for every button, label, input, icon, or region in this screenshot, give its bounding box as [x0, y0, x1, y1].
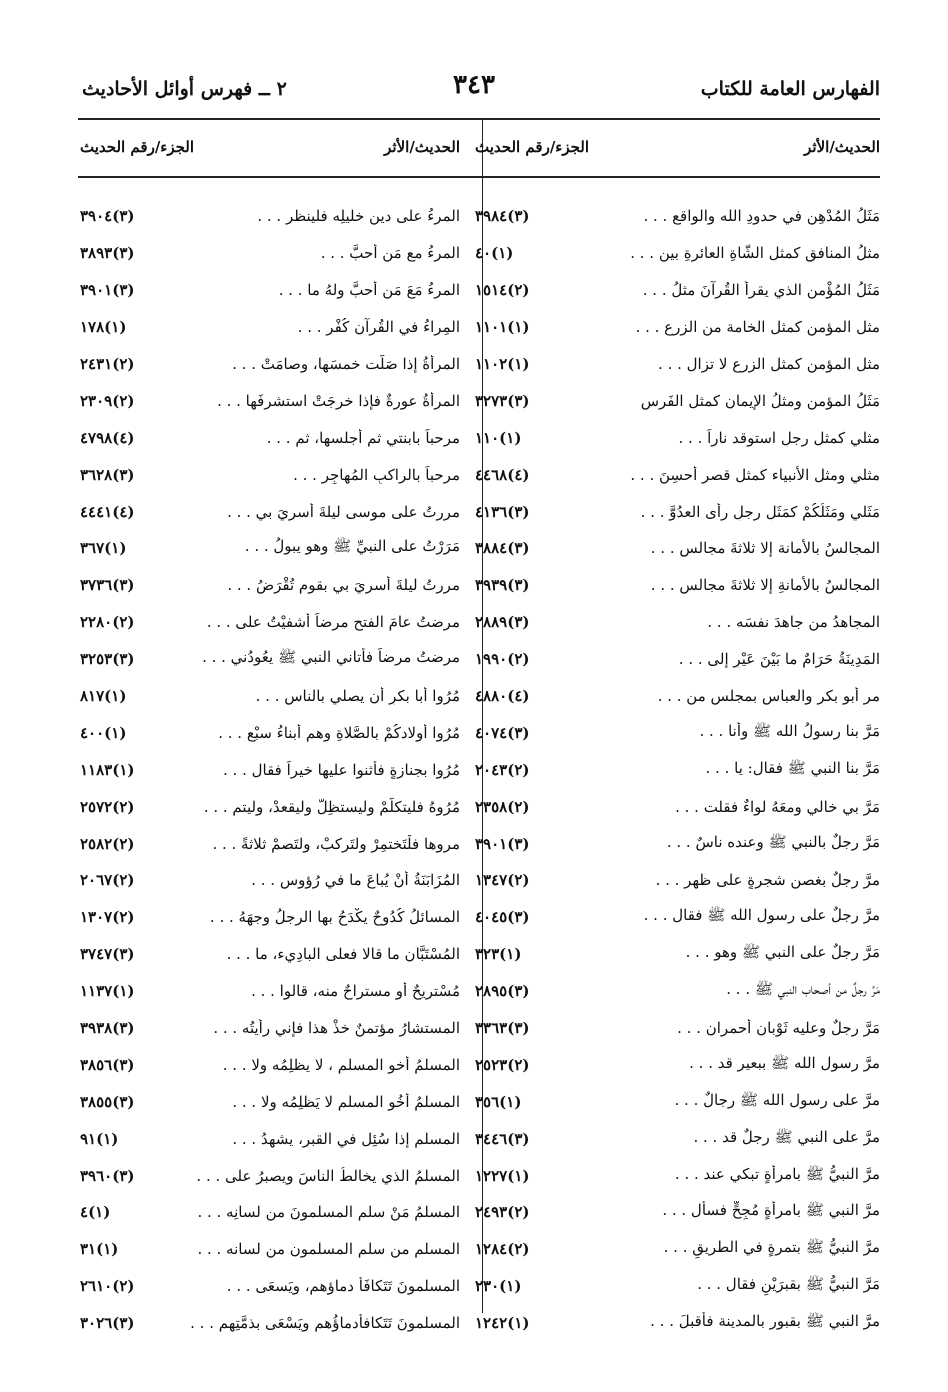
hadith-text: المستشارُ مؤتمنٌ خذْ هذا فإني رأيتُه . . . [213, 1019, 460, 1038]
hadith-reference: (٣)٣٨٥٦ [80, 1055, 135, 1074]
hadith-text: المرءُ مع مَن أحبَّ . . . [320, 244, 460, 263]
running-title: الفهارس العامة للكتاب [700, 78, 880, 100]
page-number: ٣٤٣ [453, 70, 495, 100]
hadith-reference: (١)١١٠٢ [475, 355, 530, 373]
hadith-text: المسائلُ كُدُوحٌ يكْدَحُ بها الرجلُ وجهَهُ . . . [209, 908, 460, 927]
hadith-text: مَرَّ بي خالي ومعَهُ لواءٌ فقلت . . . [675, 797, 880, 816]
hadith-reference: (٢)٢٢٨٠ [80, 613, 135, 632]
index-entry [80, 1231, 460, 1268]
index-entry [80, 678, 460, 715]
hadith-reference: (١)١١٠ [475, 428, 522, 447]
hadith-text: مرَّ النبيُّ ﷺ بتمرةٍ في الطريقِ . . . [663, 1238, 880, 1257]
hadith-text: مثلي كمثلِ رجلٍ استوقد ناراً . . . [678, 428, 880, 447]
index-entry [475, 456, 880, 493]
index-entry [475, 272, 880, 309]
hadith-text: مرَّ النبيُّ ﷺ بامرأةٍ تبكي عند . . . [674, 1164, 880, 1183]
index-entry [475, 936, 880, 973]
hadith-reference: (١)٣١ [80, 1240, 119, 1259]
index-entry [80, 309, 460, 346]
index-entry [475, 1231, 880, 1268]
hadith-text: مرضتُ عامَ الفتحِ مرضاً أشفيْتُ على . . . [206, 613, 460, 632]
index-entry [80, 714, 460, 751]
hadith-reference: (٣)٣٨٨٤ [475, 539, 530, 558]
index-entry [475, 604, 880, 641]
hadith-text: مَثَلُ المُؤْمنِ الذي يقرأُ القُرآنَ مثلُ . . . [642, 281, 880, 300]
index-entry [80, 567, 460, 604]
hadith-reference: (٢)٢٤٣١ [80, 355, 135, 373]
hadith-reference: (٣)٣٧٣٦ [80, 576, 135, 595]
hadith-text: مرحباً بالراكبِ المُهاجِر . . . [293, 465, 460, 484]
index-entry [80, 456, 460, 493]
index-entry [475, 1046, 880, 1083]
index-entry [475, 382, 880, 419]
index-entry [80, 641, 460, 678]
index-entry [475, 1010, 880, 1047]
hadith-reference: (٢)٢٠٦٧ [80, 871, 135, 890]
hadith-reference: (١)٣٥٦ [475, 1092, 522, 1111]
hadith-text: مثلُ المنافقِ كمثلِ الشَّاةِ العائرةِ بين . . . [630, 244, 880, 263]
index-entry [475, 751, 880, 788]
hadith-reference: (٣)٢٨٨٩ [475, 613, 530, 632]
index-entry [475, 235, 880, 272]
index-entry [475, 346, 880, 383]
index-entry [80, 1046, 460, 1083]
hadith-text: المسلمُ أخُو المسلم لا يَظلِمُه ولا . . . [232, 1092, 460, 1111]
index-entry [475, 899, 880, 936]
hadith-reference: (٤)٤٤٤١ [80, 502, 135, 521]
hadith-text: مرحباً بابنتي ثم أجلسها، ثم . . . [266, 428, 460, 447]
hadith-reference: (٢)١٢٨٤ [475, 1240, 530, 1259]
hadith-reference: (١)٨١٧ [80, 687, 127, 706]
hadith-reference: (٢)٢٥٨٢ [80, 834, 135, 853]
hadith-text: المجاهدُ من جاهدَ نفسَه . . . [707, 613, 880, 632]
hadith-text: مرَّ على رسول الله ﷺ رجالٌ . . . [674, 1090, 880, 1109]
hadith-reference: (٣)٣٩٠١ [475, 834, 530, 853]
hadith-reference: (١)٣٢٣ [475, 945, 522, 964]
hadith-text: مُرُوا أولادكُمْ بالصَّلاةِ وهم أبناءُ سبْعٍ . . . [218, 723, 460, 742]
hadith-text: المِراءُ في القُرآنِ كُفْر . . . [297, 318, 460, 337]
hadith-text: مر أبو بكر والعباس بمجلس من . . . [657, 687, 880, 706]
index-entry [475, 567, 880, 604]
index-entry [475, 1120, 880, 1157]
hadith-reference: (٣)٣٢٥٣ [80, 650, 135, 669]
hadith-reference: (٢)٢٦١٠ [80, 1277, 135, 1296]
hadith-text: المجالسُ بالأمانة إلا ثلاثةَ مجالس . . . [650, 539, 880, 558]
hadith-text: المسلم من سلم المسلمون من لسانه . . . [197, 1240, 460, 1259]
hadith-text: مَرَّ النبيُّ ﷺ بقبرَيْنِ فقال . . . [697, 1275, 880, 1294]
hadith-text: مَثَلُ المؤمنِ ومثلُ الإيمانِ كمثلِ الفَرسِ [640, 391, 880, 410]
index-entry [80, 1157, 460, 1194]
hadith-text: مرَّ رجلٌ على رسول الله ﷺ فقال . . . [643, 906, 880, 925]
hadith-text: مُرُوهُ فليتكلَّمْ وليستظِلَّ وليقعدْ، وليتم . . . [203, 797, 460, 816]
index-entry [80, 604, 460, 641]
hadith-reference: (٣)٤٠٧٤ [475, 723, 530, 742]
index-entry [475, 530, 880, 567]
index-entry [475, 1157, 880, 1194]
index-entry [475, 973, 880, 1010]
index-entry [475, 862, 880, 899]
section-title: ٢ ــ فهرس أوائل الأحاديث [82, 78, 287, 100]
index-entry [475, 419, 880, 456]
index-entry [80, 346, 460, 383]
index-entry [80, 899, 460, 936]
index-entry [475, 1083, 880, 1120]
hadith-text: المُسْتَبَّانِ ما قالا فعلى البادِيء، ما . . . [226, 945, 460, 964]
right-column [475, 118, 880, 1342]
hadith-reference: (١)٤٠٠ [80, 723, 127, 742]
hadith-text: مرَّ رجلٌ بغصن شجرةٍ على ظهر . . . [655, 871, 880, 890]
hadith-column-label: الحديث/الأثر [384, 138, 460, 156]
hadith-text: مَرَّ رجلٌ على النبي ﷺ وهو . . . [685, 943, 880, 962]
hadith-text: المسلمُ أخو المسلم ، لا يظلِمُه ولا . . . [222, 1055, 460, 1074]
index-entry [475, 309, 880, 346]
hadith-text: مروها فلْتَختمِرْ ولتَركبْ، ولتَصمْ ثلاثةً . . . [212, 834, 460, 853]
hadith-text: مَرَرْتُ على النبيِّ ﷺ وهو يبولُ . . . [244, 537, 460, 556]
hadith-text: المَدِينَةُ حَرَامٌ ما بَيْنَ عَيْرٍ إلى . . . [678, 650, 880, 669]
index-entry [80, 493, 460, 530]
left-column-header [80, 118, 460, 176]
index-entry [475, 198, 880, 235]
hadith-text: مثل المؤمن كمثل الخامة من الزرع . . . [635, 318, 880, 337]
hadith-text: المسلمُ مَنْ سلم المسلمونَ من لسانِه . . . [197, 1203, 460, 1222]
hadith-text: المرءُ مَعَ مَن أحبَّ ولهُ ما . . . [278, 281, 460, 300]
hadith-text: مَرَّ بنا النبي ﷺ فقال: يا . . . [705, 758, 880, 777]
hadith-reference: (١)٤٠ [475, 244, 514, 263]
hadith-reference: (٢)١٩٩٠ [475, 650, 530, 669]
index-entry [80, 1305, 460, 1342]
hadith-text: مَرَّ بنا رسولُ الله ﷺ وأنا . . . [699, 721, 880, 740]
hadith-reference: (٣)٣٩٠١ [80, 281, 135, 300]
hadith-text: مَرَّ رجلٌ بالنبي ﷺ وعنده ناسٌ . . . [666, 832, 880, 851]
hadith-text: مَثَلي ومَثَلُكُمْ كمَثَلِ رجلٍ رأى العدُوَّ . . . [640, 502, 880, 521]
hadith-text: المسلمُ الذي يخالطُ الناسَ ويصبرُ على . . . [196, 1166, 460, 1185]
hadith-reference: (١)٣٦٧ [80, 539, 127, 558]
hadith-text: مرَّ رسول الله ﷺ ببعير قد . . . [689, 1053, 880, 1072]
index-entry [80, 419, 460, 456]
index-entry [80, 862, 460, 899]
hadith-text: مُرُوا بجنازةٍ فأثنوا عليها خيراً فقال . . . [223, 760, 460, 779]
right-entries-list [475, 198, 880, 1342]
hadith-reference: (٢)١٣٤٧ [475, 871, 530, 890]
hadith-reference: (١)١١٨٣ [80, 760, 135, 779]
hadith-reference: (٢)٢٤٩٣ [475, 1203, 530, 1222]
hadith-reference: (٣)٢٨٩٥ [475, 982, 530, 1001]
index-entry [80, 751, 460, 788]
hadith-reference: (٣)٣٩٨٤ [475, 207, 530, 226]
hadith-text: المسلمونَ تَتَكافَأُ دماؤهم، ويَسعَى . . . [226, 1277, 460, 1296]
hadith-reference: (٣)٣٦٢٨ [80, 465, 135, 484]
index-entry [80, 973, 460, 1010]
hadith-reference: (٤)٤٤٦٨ [475, 465, 530, 484]
hadith-text: مثل المؤمن كمثل الزرع لا تزال . . . [658, 355, 880, 373]
hadith-reference: (١)٢٣٠ [475, 1277, 522, 1296]
hadith-text: المجالسُ بالأمانةِ إلا ثلاثةَ مجالس . . . [650, 576, 880, 595]
hadith-text: مُسْتريحٌ أو مستراحٌ منه، قالوا . . . [251, 982, 460, 1001]
ref-column-label: الجزء/رقم الحديث [80, 138, 195, 156]
hadith-text: مرَّ على النبي ﷺ رجلٌ قد . . . [693, 1127, 880, 1146]
hadith-text: مثلي ومثل الأنبياء كمثل قصر أحسِنَ . . . [630, 465, 880, 484]
hadith-reference: (٣)٣٩٣٩ [475, 576, 530, 595]
hadith-reference: (١)١١٣٧ [80, 982, 135, 1001]
index-entry [475, 1268, 880, 1305]
hadith-text: مرَّ النبي ﷺ بامرأةٍ مُجِحٍّ فسأل . . . [662, 1201, 880, 1220]
ref-column-label: الجزء/رقم الحديث [475, 138, 590, 156]
hadith-text: مَرَّ رجلٌ وعليه ثَوْبانِ أحمرانِ . . . [677, 1019, 880, 1038]
hadith-reference: (٢)١٥١٤ [475, 281, 530, 300]
hadith-text: مرَّ النبي ﷺ بقبور بالمدينة فأقبلَ . . . [650, 1312, 880, 1331]
hadith-reference: (١)١٢٤٢ [475, 1314, 530, 1333]
index-entry [475, 825, 880, 862]
hadith-text: مَثَلُ المُدْهِنِ في حدودِ الله والواقعِ . . . [643, 207, 880, 226]
hadith-text: مررتُ على موسى ليلةَ أُسرِيَ بي . . . [227, 502, 460, 521]
index-entry [475, 678, 880, 715]
left-entries-list [80, 198, 460, 1342]
hadith-column-label: الحديث/الأثر [804, 138, 880, 156]
hadith-reference: (٣)٣٩٣٨ [80, 1019, 135, 1038]
hadith-reference: (١)١٧٨ [80, 318, 127, 337]
right-column-header [475, 118, 880, 176]
hadith-reference: (٢)٢٣٠٩ [80, 391, 135, 410]
index-entry [80, 198, 460, 235]
hadith-text: مُرُوا أبا بكرٍ أن يصلي بالناس . . . [255, 687, 460, 706]
index-entry [475, 714, 880, 751]
hadith-text: المرأةُ عورةٌ فإذا خرجَتْ استشرفَها . . . [217, 391, 460, 410]
index-entry [80, 1194, 460, 1231]
hadith-reference: (١)١١٠١ [475, 318, 530, 337]
hadith-reference: (٤)٤٧٩٨ [80, 428, 135, 447]
hadith-reference: (٣)٣٨٩٣ [80, 244, 135, 263]
index-entry [80, 530, 460, 567]
index-entry [80, 272, 460, 309]
hadith-reference: (٣)٣٣٦٣ [475, 1019, 530, 1038]
index-entry [80, 1083, 460, 1120]
index-entry [80, 936, 460, 973]
hadith-reference: (٣)٣٧٤٧ [80, 945, 135, 964]
index-entry [475, 641, 880, 678]
index-entry [475, 1305, 880, 1342]
index-entry [475, 1194, 880, 1231]
hadith-reference: (٣)٣٩٠٤ [80, 207, 135, 226]
hadith-text: مَرَّ رجلٌ من أصحاب النبي ﷺ . . . [726, 980, 880, 999]
index-entry [80, 1268, 460, 1305]
hadith-text: مرضتُ مرضاً فأتاني النبي ﷺ يعُودُني . . . [202, 648, 460, 667]
hadith-text: المسلم إذا سُئِل في القبرِ، يشهدُ . . . [232, 1129, 460, 1148]
index-entry [80, 235, 460, 272]
hadith-reference: (٣)٣٩٦٠ [80, 1166, 135, 1185]
index-entry [80, 1010, 460, 1047]
hadith-reference: (١)٩١ [80, 1129, 119, 1148]
index-entry [80, 382, 460, 419]
index-entry [80, 1120, 460, 1157]
index-entry [80, 788, 460, 825]
left-column [80, 118, 460, 1342]
hadith-text: المرءُ على دين خليلِه فلينظر . . . [257, 207, 460, 226]
hadith-reference: (١)٤ [80, 1203, 111, 1222]
index-entry [475, 788, 880, 825]
hadith-reference: (٣)٤١٣٦ [475, 502, 530, 521]
hadith-reference: (٣)٣٨٥٥ [80, 1092, 135, 1111]
hadith-text: المرأةُ إذا صَلَّت خمسَها، وصامَتْ . . . [232, 355, 460, 373]
hadith-reference: (٢)٢٥٢٣ [475, 1055, 530, 1074]
hadith-reference: (٢)٢٣٥٨ [475, 797, 530, 816]
hadith-reference: (١)١٢٢٧ [475, 1166, 530, 1185]
hadith-text: مررتُ ليلةَ أُسرِيَ بي بقومٍ تُقْرَضُ . . . [227, 576, 460, 595]
hadith-text: المسلمونَ تَتَكافأدماؤُهم ويَسْعَى بذمَّتِهِم . . . [190, 1314, 460, 1333]
hadith-reference: (٢)٢٥٧٢ [80, 797, 135, 816]
hadith-reference: (٤)٤٨٨٠ [475, 687, 530, 706]
index-entry [475, 493, 880, 530]
hadith-reference: (٣)٣٤٤٦ [475, 1129, 530, 1148]
hadith-reference: (٣)٣٢٧٣ [475, 391, 530, 410]
hadith-reference: (٣)٤٠٤٥ [475, 908, 530, 927]
index-entry [80, 825, 460, 862]
hadith-reference: (٣)٣٠٢٦ [80, 1314, 135, 1333]
hadith-reference: (٢)٢٠٤٣ [475, 760, 530, 779]
hadith-text: المُزَابَنَةُ أنْ يُباعَ ما في رُؤوس . . . [251, 871, 460, 890]
hadith-reference: (٢)١٣٠٧ [80, 908, 135, 927]
